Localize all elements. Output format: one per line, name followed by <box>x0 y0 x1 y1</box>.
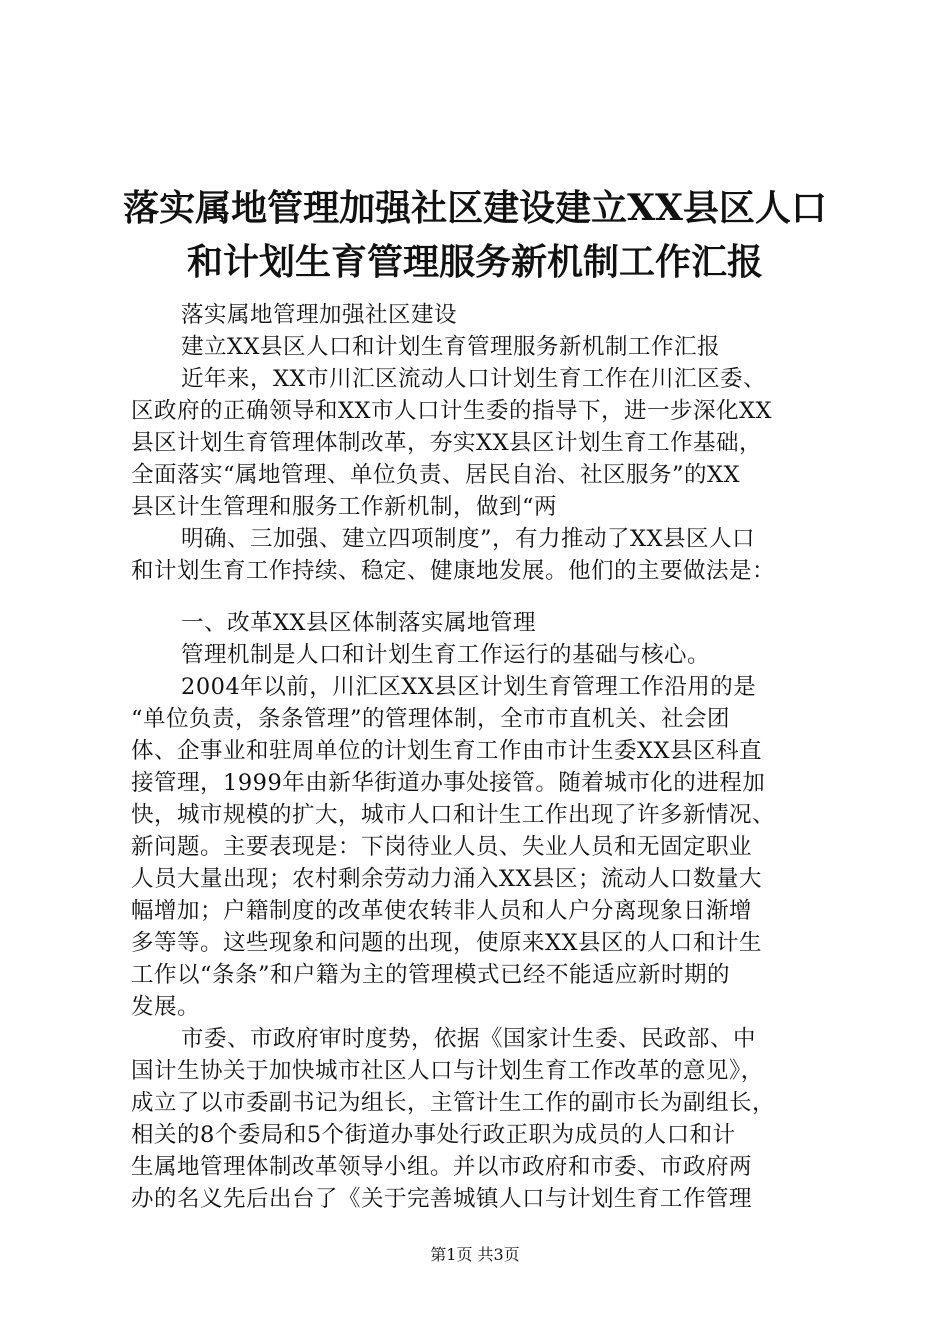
paragraph-line: 成立了以市委副书记为组长，主管计生工作的副市长为副组长， <box>131 1090 776 1116</box>
page-number-footer: 第1页 共3页 <box>430 1245 520 1264</box>
paragraph-line: 接管理，1999年由新华街道办事处接管。随着城市化的进程加 <box>131 770 766 796</box>
section-heading: 一、改革XX县区体制落实属地管理 <box>181 610 537 636</box>
paragraph-line: 近年来，XX市川汇区流动人口计划生育工作在川汇区委、 <box>181 366 767 392</box>
paragraph-line: 区政府的正确领导和XX市人口计生委的指导下，进一步深化XX <box>131 398 773 424</box>
paragraph-line: 县区计生管理和服务工作新机制，做到“两 <box>131 494 558 520</box>
paragraph-line: 和计划生育工作持续、稳定、健康地发展。他们的主要做法是： <box>131 558 776 584</box>
paragraph-line: 国计生协关于加快城市社区人口与计划生育工作改革的意见》， <box>131 1058 764 1084</box>
subtitle-line: 建立XX县区人口和计划生育管理服务新机制工作汇报 <box>181 334 721 360</box>
subtitle-line: 落实属地管理加强社区建设 <box>181 302 458 328</box>
paragraph-line: 快，城市规模的扩大，城市人口和计生工作出现了许多新情况、 <box>131 802 776 828</box>
paragraph-line: 幅增加；户籍制度的改革使农转非人员和人户分离现象日渐增 <box>131 898 753 924</box>
paragraph-line: 全面落实“属地管理、单位负责、居民自治、社区服务”的XX <box>131 462 741 488</box>
paragraph-line: 办的名义先后出台了《关于完善城镇人口与计划生育工作管理 <box>131 1186 753 1212</box>
document-title-line-2: 和计划生育管理服务新机制工作汇报 <box>186 241 763 283</box>
paragraph-line: 发展。 <box>131 994 201 1020</box>
paragraph-line: 县区计划生育管理体制改革，夯实XX县区计划生育工作基础， <box>131 430 763 456</box>
paragraph-line: 市委、市政府审时度势，依据《国家计生委、民政部、中 <box>181 1026 757 1052</box>
document-title-line-1: 落实属地管理加强社区建设建立XX县区人口 <box>123 187 827 229</box>
paragraph-line: 管理机制是人口和计划生育工作运行的基础与核心。 <box>181 642 711 668</box>
paragraph-line: 相关的8个委局和5个街道办事处行政正职为成员的人口和计 <box>131 1122 736 1148</box>
paragraph-line: 工作以“条条”和户籍为主的管理模式已经不能适应新时期的 <box>131 962 731 988</box>
paragraph-line: 2004年以前，川汇区XX县区计划生育管理工作沿用的是 <box>181 674 757 700</box>
paragraph-line: “单位负责，条条管理”的管理体制，全市市直机关、社会团 <box>131 706 731 732</box>
paragraph-line: 体、企事业和驻周单位的计划生育工作由市计生委XX县区科直 <box>131 738 763 764</box>
paragraph-line: 新问题。主要表现是：下岗待业人员、失业人员和无固定职业 <box>131 834 753 860</box>
paragraph-line: 明确、三加强、建立四项制度”，有力推动了XX县区人口 <box>181 526 756 552</box>
paragraph-line: 人员大量出现；农村剩余劳动力涌入XX县区；流动人口数量大 <box>131 866 763 892</box>
paragraph-line: 生属地管理体制改革领导小组。并以市政府和市委、市政府两 <box>131 1154 753 1180</box>
paragraph-line: 多等等。这些现象和问题的出现，使原来XX县区的人口和计生 <box>131 930 763 956</box>
